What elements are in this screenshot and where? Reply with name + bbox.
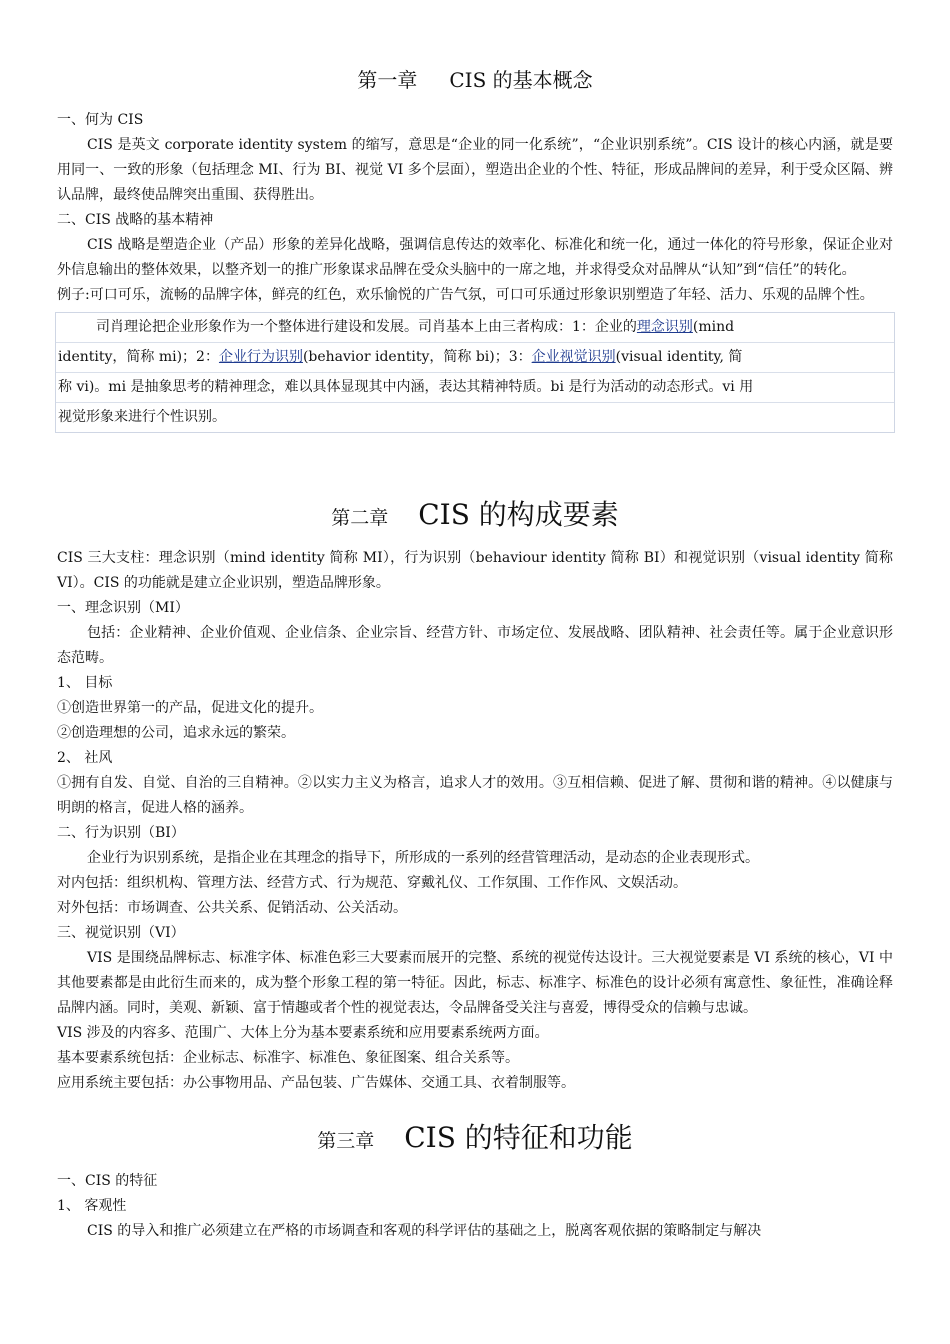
paragraph: CIS 战略是塑造企业（产品）形象的差异化战略，强调信息传达的效率化、标准化和统一化，通过一体化的符号形象，保证企业对外信息输出的整体效果，以整齐划一的推广形象谋求品牌在受众头脑中的一席之地，并求得受众对品牌从“认知”到“信任”的转化。: [57, 237, 893, 278]
quote-line: 视觉形象来进行个性识别。: [58, 409, 226, 425]
subsection-heading: 2、 社风: [57, 750, 113, 766]
subsection-heading: 1、 客观性: [57, 1198, 127, 1214]
section-heading: 一、CIS 的特征: [57, 1173, 158, 1189]
chapter-1-heading: [57, 64, 893, 93]
chapter-2-number: 第二章: [331, 507, 389, 529]
paragraph: VIS 涉及的内容多、范围广、大体上分为基本要素系统和应用要素系统两方面。: [57, 1025, 549, 1041]
chapter-2-heading: [57, 493, 893, 533]
quote-line: identity，简称 mi)；2：企业行为识别(behavior identity，简称 bi)；3：企业视觉识别(visual identity, 简: [56, 343, 894, 373]
chapter-1-title: CIS 的基本概念: [449, 68, 593, 92]
paragraph: ①拥有自发、自觉、自治的三自精神。②以实力主义为格言，追求人才的效用。③互相信赖、促进了解、贯彻和谐的精神。④以健康与明朗的格言，促进人格的涵养。: [57, 775, 893, 816]
section-heading: 一、理念识别（MI）: [57, 600, 189, 616]
quote-box: [55, 312, 895, 433]
paragraph: 应用系统主要包括：办公事物用品、产品包装、广告媒体、交通工具、衣着制服等。: [57, 1075, 575, 1091]
subsection-heading: 1、 目标: [57, 675, 113, 691]
link-mind-identity[interactable]: 理念识别: [636, 319, 693, 335]
paragraph: CIS 是英文 corporate identity system 的缩写，意思是“企业的同一化系统”，“企业识别系统”。CIS 设计的核心内涵，就是要用同一、一致的形象（包括理念 MI、行为 BI、视觉 VI 多个层面），塑造出企业的个性、特征，形成品牌间的差异，利于受众区隔、辨认品牌，最终使品牌突出重围、获得胜出。: [57, 137, 893, 203]
example-paragraph: 例子:可口可乐，流畅的品牌字体，鲜亮的红色，欢乐愉悦的广告气氛，可口可乐通过形象识别塑造了年轻、活力、乐观的品牌个性。: [57, 287, 874, 303]
chapter-3-heading: [57, 1116, 893, 1156]
section-heading: 三、视觉识别（VI）: [57, 925, 185, 941]
list-item: ①创造世界第一的产品，促进文化的提升。: [57, 700, 323, 716]
paragraph: VIS 是围绕品牌标志、标准字体、标准色彩三大要素而展开的完整、系统的视觉传达设计。三大视觉要素是 VI 系统的核心，VI 中其他要素都是由此衍生而来的，成为整个形象工程的第一特征。因此，标志、标准字、标准色的设计必须有寓意性、象征性，准确诠释品牌内涵。同时，美观、新颖、富于情趣或者个性的视觉表达，令品牌备受关注与喜爱，博得受众的信赖与忠诚。: [57, 950, 893, 1016]
list-item: ②创造理想的公司，追求永远的繁荣。: [57, 725, 295, 741]
paragraph: 企业行为识别系统，是指企业在其理念的指导下，所形成的一系列的经营管理活动，是动态的企业表现形式。: [87, 850, 759, 866]
paragraph: 包括：企业精神、企业价值观、企业信条、企业宗旨、经营方针、市场定位、发展战略、团队精神、社会责任等。属于企业意识形态范畴。: [57, 625, 893, 666]
paragraph: 基本要素系统包括：企业标志、标准字、标准色、象征图案、组合关系等。: [57, 1050, 519, 1066]
chapter-3-number: 第三章: [317, 1130, 375, 1152]
paragraph: 对内包括：组织机构、管理方法、经营方式、行为规范、穿戴礼仪、工作氛围、工作作风、文娱活动。: [57, 875, 687, 891]
chapter-1-number: 第一章: [357, 68, 418, 92]
quote-line: 称 vi)。mi 是抽象思考的精神理念，难以具体显现其中内涵，表达其精神特质。bi 是行为活动的动态形式。vi 用: [56, 373, 894, 403]
chapter-3-title: CIS 的特征和功能: [404, 1121, 633, 1154]
paragraph: CIS 三大支柱：理念识别（mind identity 简称 MI），行为识别（behaviour identity 简称 BI）和视觉识别（visual identity 简称 VI）。CIS 的功能就是建立企业识别，塑造品牌形象。: [57, 550, 893, 591]
link-behavior-identity[interactable]: 企业行为识别: [218, 349, 303, 365]
quote-line: 司肖理论把企业形象作为一个整体进行建设和发展。司肖基本上由三者构成：1：企业的理念识别(mind: [56, 313, 894, 343]
section-heading: 二、CIS 战略的基本精神: [57, 212, 214, 228]
section-heading: 一、何为 CIS: [57, 112, 144, 128]
section-heading: 二、行为识别（BI）: [57, 825, 185, 841]
chapter-2-title: CIS 的构成要素: [418, 498, 619, 531]
link-visual-identity[interactable]: 企业视觉识别: [531, 349, 616, 365]
paragraph: 对外包括：市场调查、公共关系、促销活动、公关活动。: [57, 900, 407, 916]
paragraph: CIS 的导入和推广必须建立在严格的市场调查和客观的科学评估的基础之上，脱离客观依据的策略制定与解决: [87, 1223, 762, 1239]
